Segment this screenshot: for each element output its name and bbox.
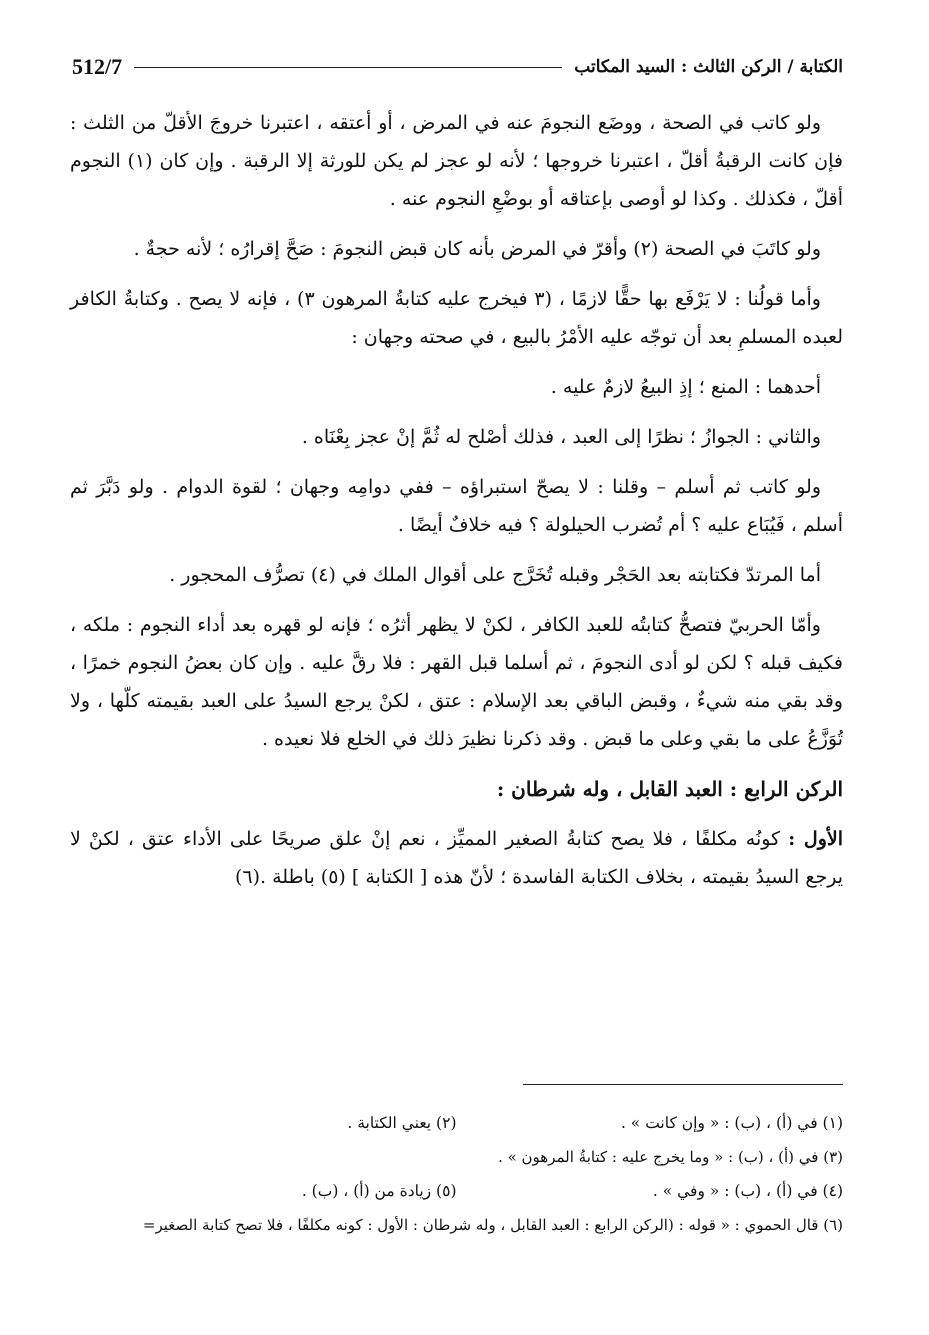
footnote: (١) في (أ) ، (ب) : « وإن كانت » . [620, 1114, 843, 1132]
section-heading: الركن الرابع : العبد القابل ، وله شرطان : [496, 777, 843, 801]
paragraph: وأمّا الحربيّ فتصحُّ كتابتُه للعبد الكافر ، لكنْ لا يظهر أثرُه ؛ فإنه لو قهره بعد أداء النجوم : ملكه ، فكيف قبله ؟ لكن لو أدى النجومَ ، ثم أسلما قبل القهر : فلا رقَّ عليه . وإن كان بعضُ النجوم خمرًا ، وقد بقي منه شيءٌ ، وقبض الباقي بعد الإسلام : عتق ، لكنْ يرجع السيدُ على العبد بقيمته كلّها ، ولا تُوَزَّعُ على ما بقي وعلى ما قبض . وقد ذكرنا نظيرَ ذلك في الخلع فلا نعيده . [70, 614, 843, 750]
main-text [70, 104, 843, 908]
header-rule [134, 67, 562, 68]
paragraph: أحدهما : المنع ؛ إذِ البيعُ لازمٌ عليه . [550, 376, 821, 398]
paragraph: وأما قولُنا : لا يَرْفَع بها حقًّا لازمًا ، (٣ فيخرج عليه كتابةُ المرهون ٣) ، فإنه لا يصح . وكتابةُ الكافر لعبده المسلمِ بعد أن توجّه عليه الأمْرُ بالبيع ، في صحته وجهان : [70, 288, 843, 348]
paragraph-lead: الأول : [788, 828, 843, 850]
footnote-row [70, 1106, 843, 1140]
paragraph: ولو كاتب ثم أسلم – وقلنا : لا يصحّ استبراؤه – ففي دوامِه وجهان ؛ لقوة الدوام . ولو دَبَّرَ ثم أسلم ، فَيُبَاع عليه ؟ أم تُضرب الحيلولة ؟ فيه خلافٌ أيضًا . [70, 476, 843, 536]
footnote-row [70, 1208, 843, 1242]
footnote-row [70, 1140, 843, 1174]
footnote-row [70, 1174, 843, 1208]
footnotes [70, 1106, 843, 1242]
footnote: (٤) في (أ) ، (ب) : « وفي » . [652, 1182, 843, 1200]
running-title: الكتابة / الركن الثالث : السيد المكاتب [574, 57, 843, 77]
paragraph: والثاني : الجوازُ ؛ نظرًا إلى العبد ، فذلك أصْلح له ثُمَّ إنْ عجز بِعْنَاه . [301, 426, 821, 448]
footnote: (٢) يعني الكتابة . [347, 1114, 457, 1132]
paragraph: ولو كاتَبَ في الصحة (٢) وأقرّ في المرض بأنه كان قبض النجومَ : صَحَّ إقرارُه ؛ لأنه حجةٌ . [133, 238, 821, 260]
footnote: (٦) قال الحموي : « قوله : (الركن الرابع : العبد القابل ، وله شرطان : الأول : كونه مكلفًا ، فلا تصح كتابة الصغير= [142, 1216, 843, 1234]
paragraph [70, 820, 843, 896]
paragraph: أما المرتدّ فكتابته بعد الحَجْر وقبله تُخَرَّج على أقوال الملك في (٤) تصرُّف المحجور . [169, 564, 821, 586]
footnote: (٥) زيادة من (أ) ، (ب) . [301, 1182, 457, 1200]
paragraph-text: كونُه مكلفًا ، فلا يصح كتابةُ الصغير المميِّز ، نعم إنْ علق صريحًا على الأداء عتق ، لكنْ لا يرجع السيدُ بقيمته ، بخلاف الكتابة الفاسدة ؛ لأنّ هذه [ الكتابة ] (٥) باطلة .(٦) [70, 828, 843, 888]
page-header [72, 50, 843, 84]
footnote: (٣) في (أ) ، (ب) : « وما يخرج عليه : كتابةُ المرهون » . [498, 1148, 843, 1166]
footnote-rule [523, 1084, 843, 1085]
page-number: 512/7 [72, 54, 123, 79]
paragraph: ولو كاتب في الصحة ، ووضَع النجومَ عنه في المرض ، أو أعتقه ، اعتبرنا خروجَ الأقلّ من الثلث : فإن كانت الرقبةُ أقلّ ، اعتبرنا خروجها ؛ لأنه لو عجز لم يكن للورثة إلا الرقبة . وإن كان (١) النجوم أقلّ ، فكذلك . وكذا لو أوصى بإعتاقه أو بوضْعِ النجوم عنه . [70, 112, 843, 210]
